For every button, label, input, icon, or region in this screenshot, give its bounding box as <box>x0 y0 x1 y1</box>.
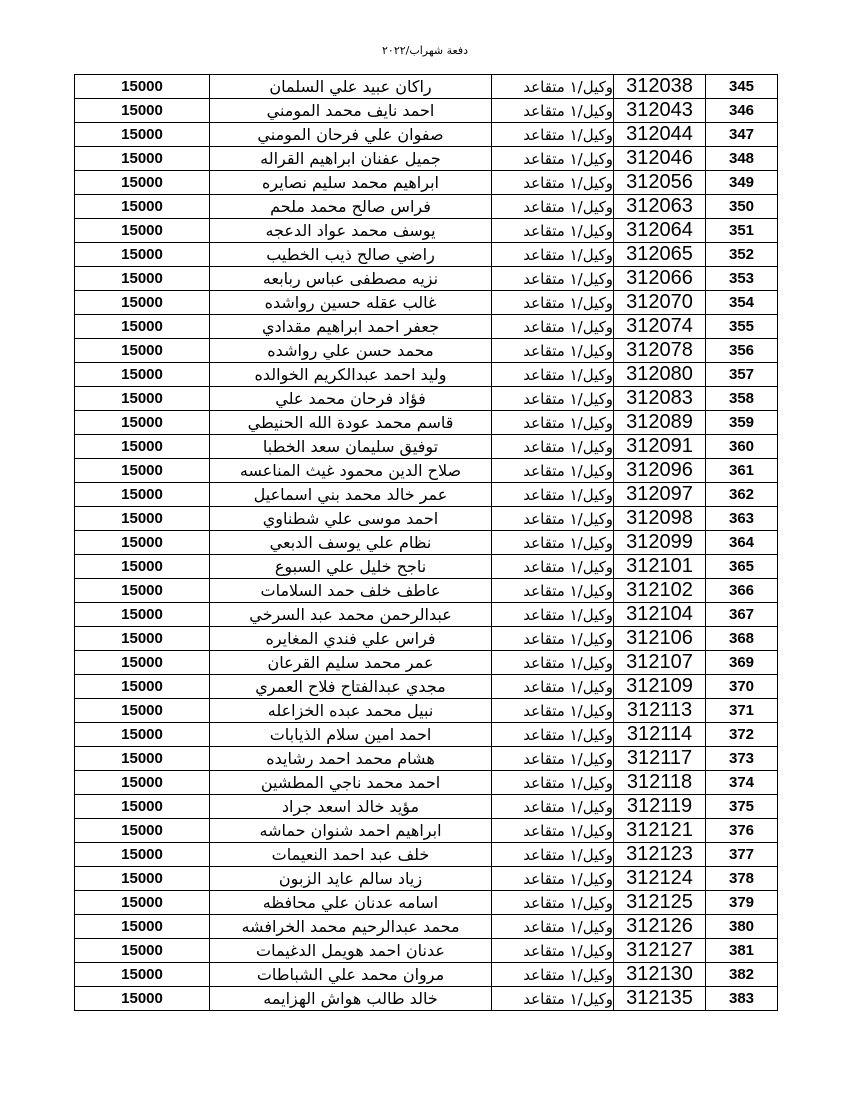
rank-cell: وكيل/١ متقاعد <box>492 555 614 579</box>
rank-cell: وكيل/١ متقاعد <box>492 315 614 339</box>
amount-cell: 15000 <box>75 699 210 723</box>
name-cell: احمد نايف محمد المومني <box>210 99 492 123</box>
sequence-cell: 375 <box>706 795 778 819</box>
sequence-cell: 362 <box>706 483 778 507</box>
table-row <box>75 99 778 123</box>
amount-cell: 15000 <box>75 579 210 603</box>
number-cell: 312066 <box>614 267 706 291</box>
sequence-cell: 354 <box>706 291 778 315</box>
amount-cell: 15000 <box>75 219 210 243</box>
rank-cell: وكيل/١ متقاعد <box>492 819 614 843</box>
sequence-cell: 374 <box>706 771 778 795</box>
sequence-cell: 353 <box>706 267 778 291</box>
amount-cell: 15000 <box>75 843 210 867</box>
table-row <box>75 795 778 819</box>
table-row <box>75 387 778 411</box>
name-cell: صفوان علي فرحان المومني <box>210 123 492 147</box>
number-cell: 312101 <box>614 555 706 579</box>
sequence-cell: 369 <box>706 651 778 675</box>
rank-cell: وكيل/١ متقاعد <box>492 603 614 627</box>
sequence-cell: 347 <box>706 123 778 147</box>
table-row <box>75 171 778 195</box>
table-row <box>75 507 778 531</box>
table-row <box>75 291 778 315</box>
amount-cell: 15000 <box>75 963 210 987</box>
sequence-cell: 380 <box>706 915 778 939</box>
table-row <box>75 915 778 939</box>
sequence-cell: 366 <box>706 579 778 603</box>
rank-cell: وكيل/١ متقاعد <box>492 747 614 771</box>
amount-cell: 15000 <box>75 507 210 531</box>
number-cell: 312065 <box>614 243 706 267</box>
number-cell: 312127 <box>614 939 706 963</box>
sequence-cell: 371 <box>706 699 778 723</box>
amount-cell: 15000 <box>75 987 210 1011</box>
name-cell: نظام علي يوسف الدبعي <box>210 531 492 555</box>
rank-cell: وكيل/١ متقاعد <box>492 459 614 483</box>
table-row <box>75 435 778 459</box>
name-cell: توفيق سليمان سعد الخطبا <box>210 435 492 459</box>
number-cell: 312118 <box>614 771 706 795</box>
table-row <box>75 147 778 171</box>
number-cell: 312126 <box>614 915 706 939</box>
number-cell: 312119 <box>614 795 706 819</box>
table-row <box>75 483 778 507</box>
amount-cell: 15000 <box>75 243 210 267</box>
rank-cell: وكيل/١ متقاعد <box>492 363 614 387</box>
amount-cell: 15000 <box>75 939 210 963</box>
rank-cell: وكيل/١ متقاعد <box>492 939 614 963</box>
number-cell: 312064 <box>614 219 706 243</box>
rank-cell: وكيل/١ متقاعد <box>492 243 614 267</box>
name-cell: خلف عبد احمد النعيمات <box>210 843 492 867</box>
name-cell: عبدالرحمن محمد عبد السرخي <box>210 603 492 627</box>
rank-cell: وكيل/١ متقاعد <box>492 795 614 819</box>
rank-cell: وكيل/١ متقاعد <box>492 267 614 291</box>
number-cell: 312124 <box>614 867 706 891</box>
amount-cell: 15000 <box>75 603 210 627</box>
rank-cell: وكيل/١ متقاعد <box>492 843 614 867</box>
sequence-cell: 357 <box>706 363 778 387</box>
name-cell: ابراهيم احمد شنوان حماشه <box>210 819 492 843</box>
table-row <box>75 843 778 867</box>
amount-cell: 15000 <box>75 459 210 483</box>
number-cell: 312117 <box>614 747 706 771</box>
amount-cell: 15000 <box>75 99 210 123</box>
table-row <box>75 267 778 291</box>
table-row <box>75 531 778 555</box>
sequence-cell: 349 <box>706 171 778 195</box>
rank-cell: وكيل/١ متقاعد <box>492 195 614 219</box>
table-row <box>75 411 778 435</box>
name-cell: وليد احمد عبدالكريم الخوالده <box>210 363 492 387</box>
sequence-cell: 379 <box>706 891 778 915</box>
name-cell: عاطف خلف حمد السلامات <box>210 579 492 603</box>
table-row <box>75 675 778 699</box>
rank-cell: وكيل/١ متقاعد <box>492 867 614 891</box>
table-row <box>75 123 778 147</box>
amount-cell: 15000 <box>75 627 210 651</box>
rank-cell: وكيل/١ متقاعد <box>492 987 614 1011</box>
table-row <box>75 699 778 723</box>
sequence-cell: 368 <box>706 627 778 651</box>
rank-cell: وكيل/١ متقاعد <box>492 291 614 315</box>
name-cell: زياد سالم عايد الزبون <box>210 867 492 891</box>
amount-cell: 15000 <box>75 675 210 699</box>
table-row <box>75 867 778 891</box>
number-cell: 312096 <box>614 459 706 483</box>
rank-cell: وكيل/١ متقاعد <box>492 219 614 243</box>
table-row <box>75 987 778 1011</box>
table-row <box>75 939 778 963</box>
rank-cell: وكيل/١ متقاعد <box>492 387 614 411</box>
number-cell: 312125 <box>614 891 706 915</box>
sequence-cell: 359 <box>706 411 778 435</box>
number-cell: 312123 <box>614 843 706 867</box>
name-cell: ابراهيم محمد سليم نصايره <box>210 171 492 195</box>
number-cell: 312107 <box>614 651 706 675</box>
name-cell: فراس صالح محمد ملحم <box>210 195 492 219</box>
sequence-cell: 367 <box>706 603 778 627</box>
number-cell: 312046 <box>614 147 706 171</box>
rank-cell: وكيل/١ متقاعد <box>492 723 614 747</box>
rank-cell: وكيل/١ متقاعد <box>492 531 614 555</box>
number-cell: 312083 <box>614 387 706 411</box>
name-cell: مجدي عبدالفتاح فلاح العمري <box>210 675 492 699</box>
rank-cell: وكيل/١ متقاعد <box>492 771 614 795</box>
table-row <box>75 771 778 795</box>
number-cell: 312114 <box>614 723 706 747</box>
number-cell: 312098 <box>614 507 706 531</box>
number-cell: 312089 <box>614 411 706 435</box>
number-cell: 312130 <box>614 963 706 987</box>
table-row <box>75 963 778 987</box>
name-cell: صلاح الدين محمود غيث المناعسه <box>210 459 492 483</box>
amount-cell: 15000 <box>75 723 210 747</box>
name-cell: جميل عفنان ابراهيم القراله <box>210 147 492 171</box>
sequence-cell: 358 <box>706 387 778 411</box>
number-cell: 312080 <box>614 363 706 387</box>
number-cell: 312104 <box>614 603 706 627</box>
rank-cell: وكيل/١ متقاعد <box>492 123 614 147</box>
sequence-cell: 376 <box>706 819 778 843</box>
name-cell: خالد طالب هواش الهزايمه <box>210 987 492 1011</box>
amount-cell: 15000 <box>75 411 210 435</box>
rank-cell: وكيل/١ متقاعد <box>492 483 614 507</box>
rank-cell: وكيل/١ متقاعد <box>492 507 614 531</box>
table-row <box>75 315 778 339</box>
table-row <box>75 459 778 483</box>
name-cell: جعفر احمد ابراهيم مقدادي <box>210 315 492 339</box>
sequence-cell: 363 <box>706 507 778 531</box>
sequence-cell: 382 <box>706 963 778 987</box>
name-cell: مروان محمد علي الشباطات <box>210 963 492 987</box>
number-cell: 312044 <box>614 123 706 147</box>
name-cell: فراس علي فندي المغايره <box>210 627 492 651</box>
number-cell: 312121 <box>614 819 706 843</box>
name-cell: اسامه عدنان علي محافظه <box>210 891 492 915</box>
sequence-cell: 383 <box>706 987 778 1011</box>
table-row <box>75 363 778 387</box>
amount-cell: 15000 <box>75 195 210 219</box>
table-row <box>75 651 778 675</box>
number-cell: 312074 <box>614 315 706 339</box>
amount-cell: 15000 <box>75 795 210 819</box>
rank-cell: وكيل/١ متقاعد <box>492 339 614 363</box>
table-row <box>75 579 778 603</box>
number-cell: 312106 <box>614 627 706 651</box>
sequence-cell: 365 <box>706 555 778 579</box>
amount-cell: 15000 <box>75 651 210 675</box>
number-cell: 312063 <box>614 195 706 219</box>
name-cell: فؤاد فرحان محمد علي <box>210 387 492 411</box>
rank-cell: وكيل/١ متقاعد <box>492 435 614 459</box>
name-cell: عمر خالد محمد بني اسماعيل <box>210 483 492 507</box>
amount-cell: 15000 <box>75 123 210 147</box>
number-cell: 312038 <box>614 75 706 99</box>
amount-cell: 15000 <box>75 915 210 939</box>
rank-cell: وكيل/١ متقاعد <box>492 579 614 603</box>
table-row <box>75 555 778 579</box>
rank-cell: وكيل/١ متقاعد <box>492 411 614 435</box>
roster-table <box>74 74 778 1011</box>
number-cell: 312102 <box>614 579 706 603</box>
sequence-cell: 370 <box>706 675 778 699</box>
rank-cell: وكيل/١ متقاعد <box>492 651 614 675</box>
name-cell: راكان عبيد علي السلمان <box>210 75 492 99</box>
name-cell: احمد امين سلام الذيابات <box>210 723 492 747</box>
number-cell: 312091 <box>614 435 706 459</box>
rank-cell: وكيل/١ متقاعد <box>492 891 614 915</box>
amount-cell: 15000 <box>75 771 210 795</box>
table-row <box>75 723 778 747</box>
number-cell: 312113 <box>614 699 706 723</box>
rank-cell: وكيل/١ متقاعد <box>492 147 614 171</box>
number-cell: 312078 <box>614 339 706 363</box>
rank-cell: وكيل/١ متقاعد <box>492 99 614 123</box>
sequence-cell: 352 <box>706 243 778 267</box>
rank-cell: وكيل/١ متقاعد <box>492 171 614 195</box>
name-cell: عمر محمد سليم القرعان <box>210 651 492 675</box>
table-row <box>75 75 778 99</box>
amount-cell: 15000 <box>75 315 210 339</box>
table-row <box>75 339 778 363</box>
sequence-cell: 373 <box>706 747 778 771</box>
sequence-cell: 350 <box>706 195 778 219</box>
sequence-cell: 355 <box>706 315 778 339</box>
name-cell: مؤيد خالد اسعد جراد <box>210 795 492 819</box>
name-cell: غالب عقله حسين رواشده <box>210 291 492 315</box>
amount-cell: 15000 <box>75 819 210 843</box>
sequence-cell: 345 <box>706 75 778 99</box>
table-row <box>75 747 778 771</box>
table-row <box>75 603 778 627</box>
sequence-cell: 351 <box>706 219 778 243</box>
table-row <box>75 891 778 915</box>
amount-cell: 15000 <box>75 291 210 315</box>
amount-cell: 15000 <box>75 147 210 171</box>
rank-cell: وكيل/١ متقاعد <box>492 963 614 987</box>
amount-cell: 15000 <box>75 747 210 771</box>
number-cell: 312109 <box>614 675 706 699</box>
name-cell: قاسم محمد عودة الله الحنيطي <box>210 411 492 435</box>
amount-cell: 15000 <box>75 363 210 387</box>
name-cell: نبيل محمد عبده الخزاعله <box>210 699 492 723</box>
rank-cell: وكيل/١ متقاعد <box>492 699 614 723</box>
sequence-cell: 348 <box>706 147 778 171</box>
name-cell: محمد عبدالرحيم محمد الخرافشه <box>210 915 492 939</box>
name-cell: عدنان احمد هويمل الدغيمات <box>210 939 492 963</box>
number-cell: 312099 <box>614 531 706 555</box>
rank-cell: وكيل/١ متقاعد <box>492 75 614 99</box>
amount-cell: 15000 <box>75 531 210 555</box>
number-cell: 312043 <box>614 99 706 123</box>
sequence-cell: 378 <box>706 867 778 891</box>
amount-cell: 15000 <box>75 891 210 915</box>
table-row <box>75 627 778 651</box>
page-title: دفعة شهراب/٢٠٢٢ <box>382 44 468 57</box>
amount-cell: 15000 <box>75 555 210 579</box>
sequence-cell: 356 <box>706 339 778 363</box>
sequence-cell: 360 <box>706 435 778 459</box>
amount-cell: 15000 <box>75 339 210 363</box>
number-cell: 312070 <box>614 291 706 315</box>
table-row <box>75 819 778 843</box>
amount-cell: 15000 <box>75 867 210 891</box>
amount-cell: 15000 <box>75 435 210 459</box>
number-cell: 312097 <box>614 483 706 507</box>
rank-cell: وكيل/١ متقاعد <box>492 915 614 939</box>
table-row <box>75 195 778 219</box>
sequence-cell: 381 <box>706 939 778 963</box>
sequence-cell: 364 <box>706 531 778 555</box>
amount-cell: 15000 <box>75 75 210 99</box>
name-cell: نزيه مصطفى عباس ربابعه <box>210 267 492 291</box>
number-cell: 312056 <box>614 171 706 195</box>
table-row <box>75 243 778 267</box>
amount-cell: 15000 <box>75 387 210 411</box>
rank-cell: وكيل/١ متقاعد <box>492 675 614 699</box>
sequence-cell: 372 <box>706 723 778 747</box>
amount-cell: 15000 <box>75 483 210 507</box>
number-cell: 312135 <box>614 987 706 1011</box>
amount-cell: 15000 <box>75 171 210 195</box>
name-cell: يوسف محمد عواد الدعجه <box>210 219 492 243</box>
rank-cell: وكيل/١ متقاعد <box>492 627 614 651</box>
amount-cell: 15000 <box>75 267 210 291</box>
name-cell: احمد محمد ناجي المطشين <box>210 771 492 795</box>
sequence-cell: 361 <box>706 459 778 483</box>
name-cell: احمد موسى علي شطناوي <box>210 507 492 531</box>
name-cell: هشام محمد احمد رشايده <box>210 747 492 771</box>
name-cell: ناجح خليل علي السبوع <box>210 555 492 579</box>
roster-body <box>75 75 778 1011</box>
sequence-cell: 377 <box>706 843 778 867</box>
sequence-cell: 346 <box>706 99 778 123</box>
name-cell: محمد حسن علي رواشده <box>210 339 492 363</box>
table-row <box>75 219 778 243</box>
name-cell: راضي صالح ذيب الخطيب <box>210 243 492 267</box>
